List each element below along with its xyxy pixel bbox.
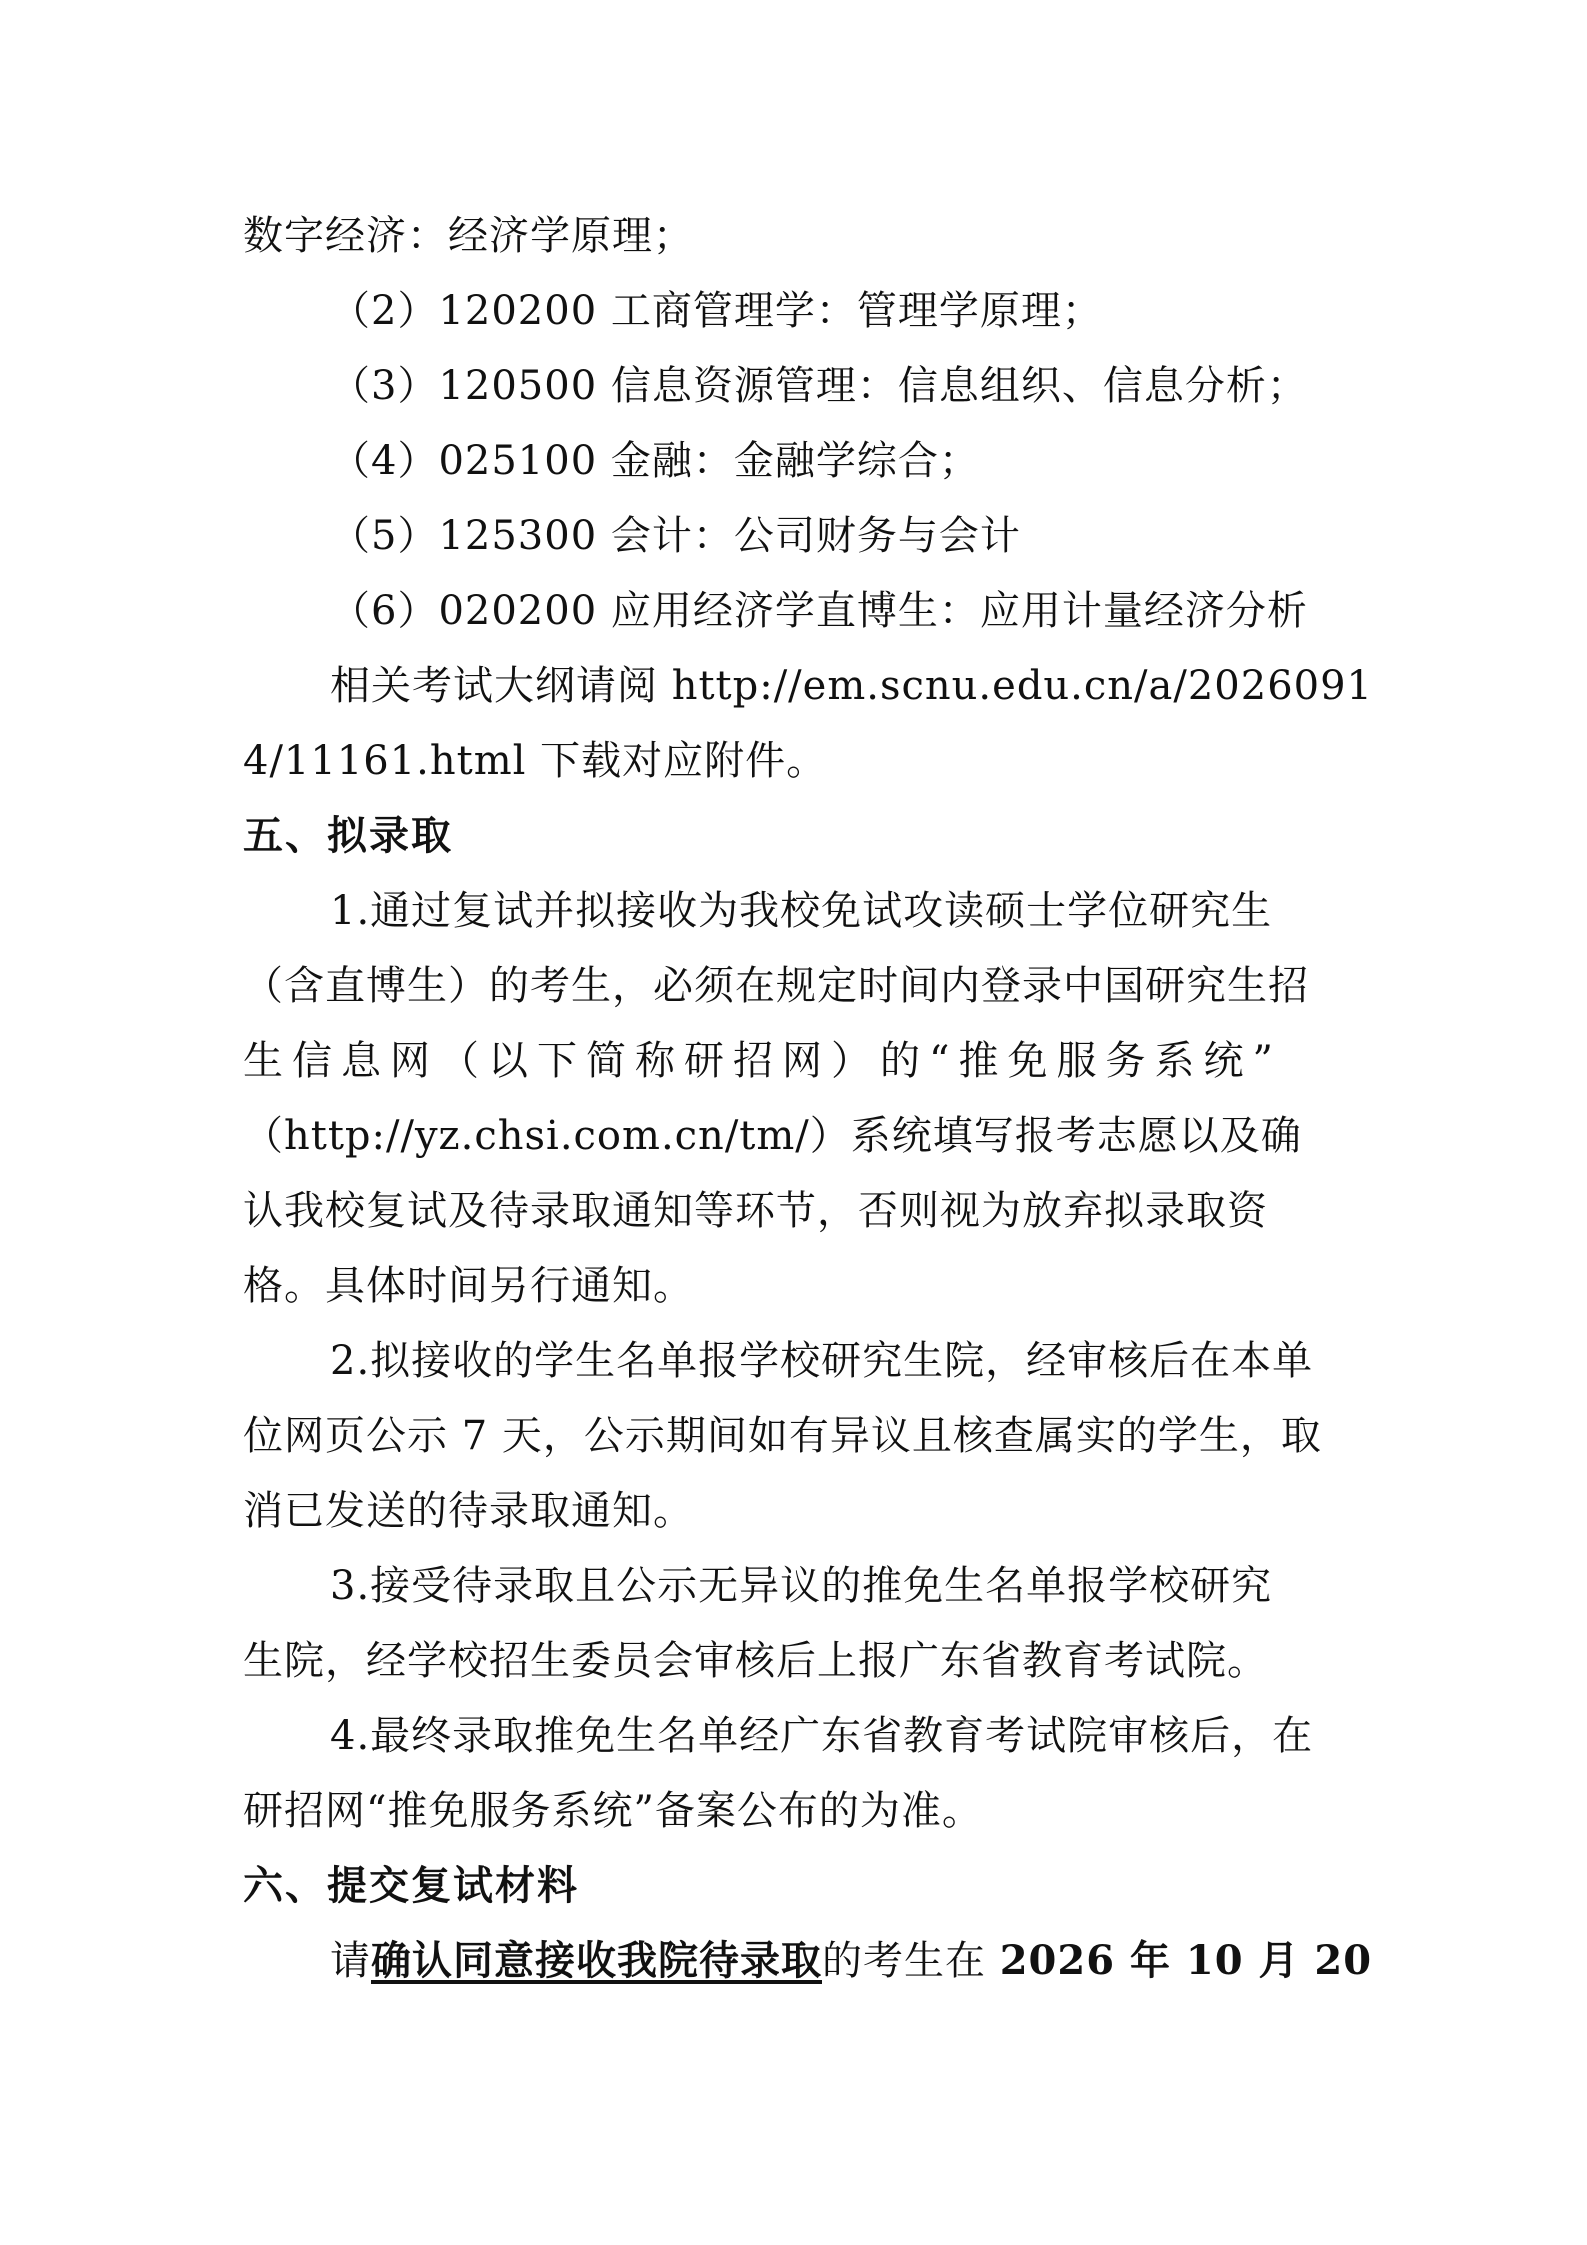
text-line-admission-2a: 2.拟接收的学生名单报学校研究生院，经审核后在本单 — [330, 1338, 1314, 1384]
text-line-admission-1e: 认我校复试及待录取通知等环节，否则视为放弃拟录取资 — [243, 1188, 1268, 1234]
text-line-syllabus-link-cont: 4/11161.html 下载对应附件。 — [243, 738, 828, 784]
text-line-materials-1 — [330, 1935, 1372, 1987]
text-line-admission-1f: 格。具体时间另行通知。 — [243, 1263, 694, 1309]
text-line-item-4: （4）025100 金融：金融学综合； — [330, 438, 980, 484]
text-line-syllabus-link: 相关考试大纲请阅 http://em.scnu.edu.cn/a/2026091 — [330, 663, 1374, 709]
text-line-admission-1b: （含直博生）的考生，必须在规定时间内登录中国研究生招 — [243, 963, 1309, 1009]
text-middle: 的考生在 — [822, 1938, 1000, 1984]
text-line-admission-4b: 研招网“推免服务系统”备案公布的为准。 — [243, 1788, 983, 1834]
section-heading-materials: 六、提交复试材料 — [243, 1862, 579, 1909]
text-line-digital-economy: 数字经济：经济学原理； — [243, 213, 694, 259]
emphasized-text: 确认同意接收我院待录取 — [371, 1937, 822, 1984]
deadline-date: 2026 年 10 月 20 — [999, 1937, 1373, 1984]
text-line-item-6: （6）020200 应用经济学直博生：应用计量经济分析 — [330, 588, 1308, 634]
text-line-admission-2b: 位网页公示 7 天，公示期间如有异议且核查属实的学生，取 — [243, 1413, 1322, 1459]
text-line-admission-1d: （http://yz.chsi.com.cn/tm/）系统填写报考志愿以及确 — [243, 1113, 1302, 1159]
text-line-admission-1a: 1.通过复试并拟接收为我校免试攻读硕士学位研究生 — [330, 888, 1273, 934]
section-heading-admission: 五、拟录取 — [243, 812, 453, 859]
text-line-item-5: （5）125300 会计：公司财务与会计 — [330, 513, 1021, 559]
text-line-admission-3b: 生院，经学校招生委员会审核后上报广东省教育考试院。 — [243, 1638, 1268, 1684]
text-line-admission-4a: 4.最终录取推免生名单经广东省教育考试院审核后，在 — [330, 1713, 1314, 1759]
text-line-admission-1c: 生信息网（以下简称研招网）的“推免服务系统” — [243, 1038, 1282, 1084]
text-prefix: 请 — [330, 1938, 371, 1984]
text-line-admission-3a: 3.接受待录取且公示无异议的推免生名单报学校研究 — [330, 1563, 1273, 1609]
text-line-item-2: （2）120200 工商管理学：管理学原理； — [330, 288, 1103, 334]
text-line-item-3: （3）120500 信息资源管理：信息组织、信息分析； — [330, 363, 1308, 409]
text-line-admission-2c: 消已发送的待录取通知。 — [243, 1488, 694, 1534]
